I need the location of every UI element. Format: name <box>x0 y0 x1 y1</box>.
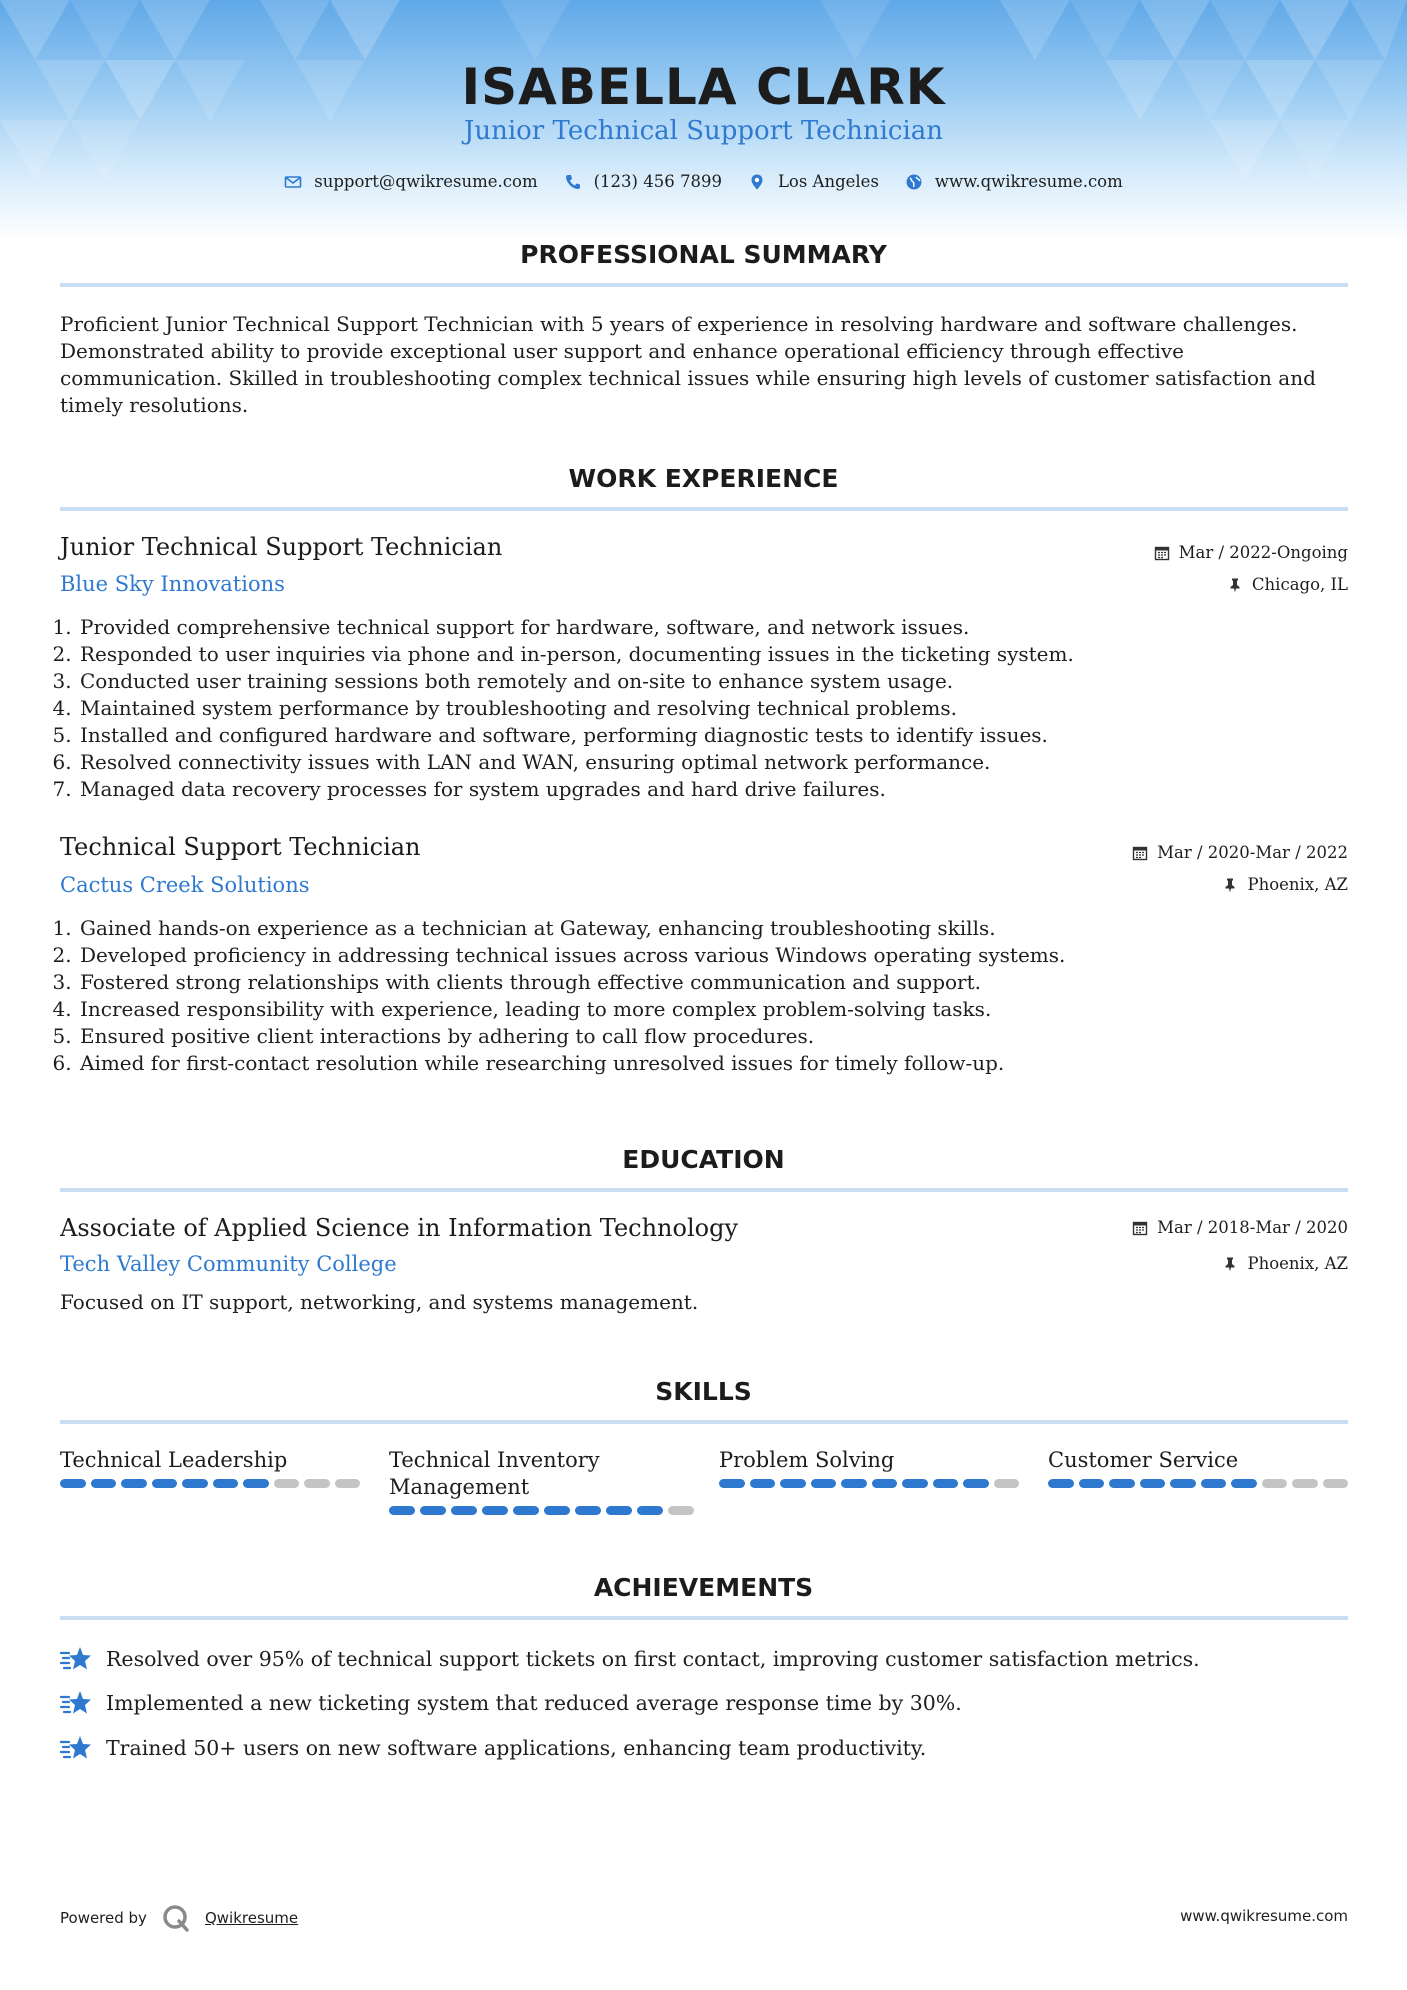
skill-segment-filled <box>1140 1479 1166 1488</box>
skill-segment-filled <box>637 1506 663 1515</box>
skill-segment-filled <box>451 1506 477 1515</box>
pushpin-icon <box>1222 1256 1238 1272</box>
shooting-star-icon <box>60 1644 94 1674</box>
education-school: Tech Valley Community College <box>60 1252 397 1276</box>
education-description: Focused on IT support, networking, and systems management. <box>60 1290 699 1314</box>
skill-name: Technical Leadership <box>60 1448 288 1472</box>
job-2-role: Technical Support Technician <box>60 833 421 861</box>
skill-segment-empty <box>335 1479 361 1488</box>
calendar-icon <box>1154 545 1170 561</box>
summary-divider <box>60 283 1348 287</box>
skill-segment-filled <box>121 1479 147 1488</box>
skill-level-bar <box>719 1479 1019 1488</box>
candidate-title: Junior Technical Support Technician <box>463 116 944 146</box>
skill-segment-empty <box>668 1506 694 1515</box>
phone-icon <box>564 173 582 191</box>
footer-website[interactable]: www.qwikresume.com <box>1180 1907 1348 1925</box>
qwikresume-link[interactable]: Qwikresume <box>204 1909 299 1927</box>
candidate-name: ISABELLA CLARK <box>461 58 946 116</box>
skill-segment-filled <box>544 1506 570 1515</box>
list-item: 5. Ensured positive client interactions by adhering to call flow procedures. <box>78 1023 1368 1050</box>
contact-bar <box>0 172 1407 191</box>
summary-heading: PROFESSIONAL SUMMARY <box>520 240 887 269</box>
skill-item <box>719 1447 1019 1488</box>
skill-segment-empty <box>1292 1479 1318 1488</box>
list-item: 1. Provided comprehensive technical support for hardware, software, and network issues. <box>78 614 1368 641</box>
skill-segment-filled <box>60 1479 86 1488</box>
skill-segment-filled <box>513 1506 539 1515</box>
list-item: 6. Aimed for first-contact resolution while researching unresolved issues for timely follow-up. <box>78 1050 1368 1077</box>
education-location <box>1222 1254 1348 1273</box>
skill-segment-filled <box>575 1506 601 1515</box>
list-item: 2. Responded to user inquiries via phone and in-person, documenting issues in the ticketing system. <box>78 641 1368 668</box>
job-1-location-text: Chicago, IL <box>1251 575 1348 594</box>
skill-segment-filled <box>1048 1479 1074 1488</box>
powered-by-label: Powered by <box>60 1909 147 1927</box>
pushpin-icon <box>1227 577 1243 593</box>
skill-item <box>60 1447 360 1488</box>
pushpin-icon <box>1222 877 1238 893</box>
skill-segment-filled <box>1231 1479 1257 1488</box>
summary-text: Proficient Junior Technical Support Technician with 5 years of experience in resolving hardware and software challenges. Demonstrated ability to provide exceptional user support and enhance operational efficiency through effective communication. Skilled in troubleshooting complex technical issues while ensuring high levels of customer satisfaction and timely resolutions. <box>60 312 1316 417</box>
calendar-icon <box>1132 845 1148 861</box>
footer-powered-by <box>60 1903 298 1933</box>
contact-website-text: www.qwikresume.com <box>934 172 1123 191</box>
list-item: 2. Developed proficiency in addressing technical issues across various Windows operating systems. <box>78 942 1368 969</box>
skill-segment-filled <box>243 1479 269 1488</box>
skill-level-bar <box>1048 1479 1348 1488</box>
skill-item <box>1048 1447 1348 1488</box>
list-item: 6. Resolved connectivity issues with LAN and WAN, ensuring optimal network performance. <box>78 749 1368 776</box>
job-2-dates <box>1132 843 1348 862</box>
skill-segment-empty <box>994 1479 1020 1488</box>
skill-segment-filled <box>152 1479 178 1488</box>
skill-segment-filled <box>963 1479 989 1488</box>
skills-divider <box>60 1420 1348 1424</box>
qwikresume-logo-icon <box>161 1903 191 1933</box>
skill-segment-filled <box>420 1506 446 1515</box>
job-1-role: Junior Technical Support Technician <box>60 533 503 561</box>
job-2-location-text: Phoenix, AZ <box>1247 875 1348 894</box>
skill-level-bar <box>60 1479 360 1488</box>
contact-email-text: support@qwikresume.com <box>314 172 538 191</box>
skill-segment-empty <box>274 1479 300 1488</box>
skill-segment-filled <box>482 1506 508 1515</box>
achievements-heading: ACHIEVEMENTS <box>593 1573 814 1602</box>
skill-segment-filled <box>841 1479 867 1488</box>
skill-segment-empty <box>1323 1479 1349 1488</box>
skill-segment-filled <box>872 1479 898 1488</box>
list-item: 3. Conducted user training sessions both remotely and on-site to enhance system usage. <box>78 668 1368 695</box>
experience-heading: WORK EXPERIENCE <box>568 464 839 493</box>
list-item: 4. Maintained system performance by troubleshooting and resolving technical problems. <box>78 695 1368 722</box>
skill-segment-filled <box>1170 1479 1196 1488</box>
contact-email[interactable] <box>284 172 537 191</box>
shooting-star-icon <box>60 1733 94 1763</box>
job-1-bullets <box>60 614 1368 803</box>
education-heading: EDUCATION <box>622 1145 785 1174</box>
list-item: 3. Fostered strong relationships with clients through effective communication and support. <box>78 969 1368 996</box>
education-divider <box>60 1188 1348 1192</box>
achievement-item <box>60 1644 1200 1674</box>
skill-segment-filled <box>1109 1479 1135 1488</box>
achievement-item <box>60 1733 926 1763</box>
job-1-location <box>1227 575 1348 594</box>
experience-divider <box>60 507 1348 511</box>
skill-name: Customer Service <box>1048 1448 1239 1472</box>
job-1-dates <box>1154 543 1348 562</box>
skill-segment-filled <box>1201 1479 1227 1488</box>
skill-segment-filled <box>902 1479 928 1488</box>
contact-phone-text: (123) 456 7899 <box>593 172 722 191</box>
skill-segment-empty <box>304 1479 330 1488</box>
skill-level-bar <box>389 1506 699 1515</box>
achievements-divider <box>60 1616 1348 1620</box>
skill-segment-filled <box>91 1479 117 1488</box>
job-2-company: Cactus Creek Solutions <box>60 873 310 897</box>
education-dates-text: Mar / 2018-Mar / 2020 <box>1157 1218 1348 1237</box>
list-item: 1. Gained hands-on experience as a technician at Gateway, enhancing troubleshooting skills. <box>78 915 1368 942</box>
skill-segment-filled <box>750 1479 776 1488</box>
shooting-star-icon <box>60 1688 94 1718</box>
skill-segment-filled <box>606 1506 632 1515</box>
contact-website[interactable] <box>905 172 1123 191</box>
envelope-icon <box>284 173 302 191</box>
calendar-icon <box>1132 1220 1148 1236</box>
job-1-dates-text: Mar / 2022-Ongoing <box>1178 543 1348 562</box>
skill-item <box>389 1447 699 1515</box>
list-item: 4. Increased responsibility with experience, leading to more complex problem-solving tasks. <box>78 996 1368 1023</box>
list-item: 7. Managed data recovery processes for system upgrades and hard drive failures. <box>78 776 1368 803</box>
skill-segment-filled <box>780 1479 806 1488</box>
map-pin-icon <box>748 173 766 191</box>
contact-location-text: Los Angeles <box>777 172 879 191</box>
skill-segment-filled <box>719 1479 745 1488</box>
achievement-text: Resolved over 95% of technical support tickets on first contact, improving customer satisfaction metrics. <box>106 1647 1200 1671</box>
job-1-company: Blue Sky Innovations <box>60 572 285 596</box>
education-location-text: Phoenix, AZ <box>1247 1254 1348 1273</box>
skill-segment-filled <box>182 1479 208 1488</box>
skills-heading: SKILLS <box>655 1377 752 1406</box>
achievement-item <box>60 1688 962 1718</box>
contact-location <box>748 172 879 191</box>
skill-segment-filled <box>1079 1479 1105 1488</box>
education-degree: Associate of Applied Science in Information Technology <box>60 1214 738 1242</box>
skill-segment-empty <box>1262 1479 1288 1488</box>
job-2-bullets <box>60 915 1368 1077</box>
skill-segment-filled <box>933 1479 959 1488</box>
list-item: 5. Installed and configured hardware and software, performing diagnostic tests to identify issues. <box>78 722 1368 749</box>
achievement-text: Implemented a new ticketing system that reduced average response time by 30%. <box>106 1691 962 1715</box>
skill-name: Problem Solving <box>719 1448 895 1472</box>
skill-segment-filled <box>213 1479 239 1488</box>
skill-segment-filled <box>389 1506 415 1515</box>
skill-segment-filled <box>811 1479 837 1488</box>
job-2-dates-text: Mar / 2020-Mar / 2022 <box>1157 843 1348 862</box>
globe-icon <box>905 173 923 191</box>
achievement-text: Trained 50+ users on new software applications, enhancing team productivity. <box>106 1736 927 1760</box>
skill-name: Technical Inventory Management <box>389 1448 600 1499</box>
contact-phone[interactable] <box>564 172 722 191</box>
job-2-location <box>1222 875 1348 894</box>
education-dates <box>1132 1218 1348 1237</box>
